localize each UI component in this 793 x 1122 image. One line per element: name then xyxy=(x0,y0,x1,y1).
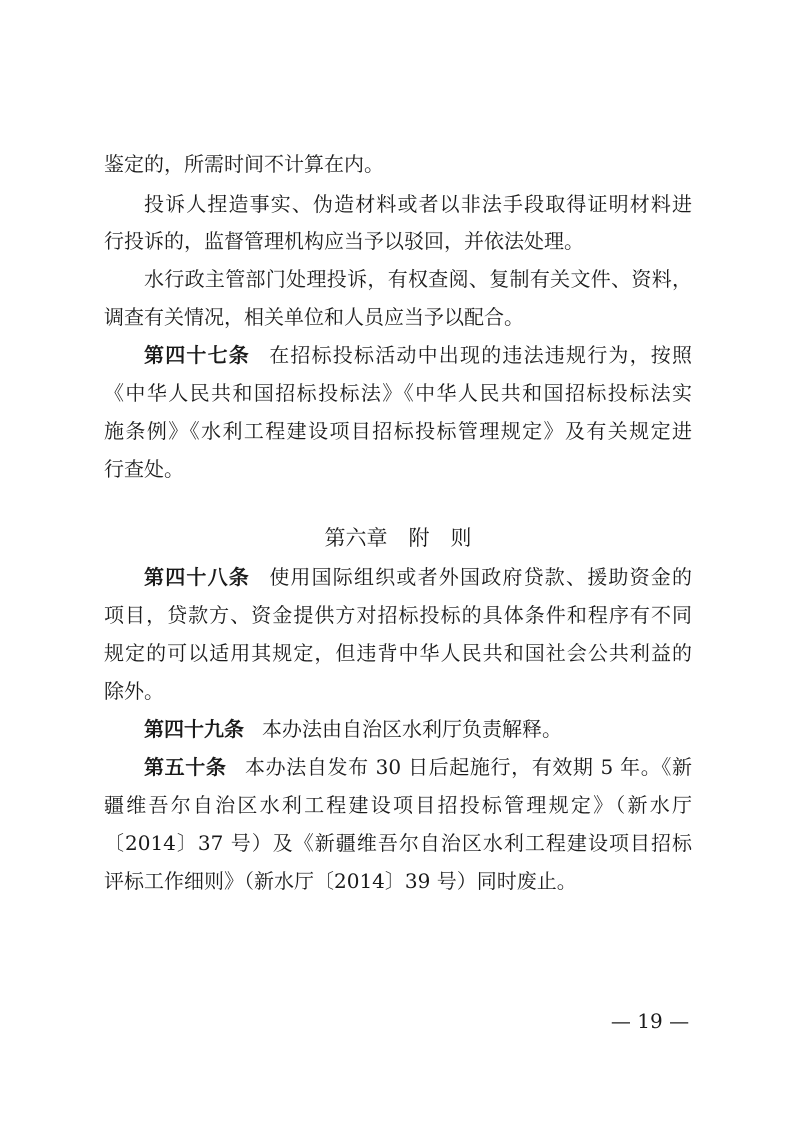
paragraph-line: 疆维吾尔自治区水利工程建设项目招投标管理规定》（新水厅 xyxy=(104,793,692,817)
paragraph-line: 〔2014〕37 号）及《新疆维吾尔自治区水利工程建设项目招标 xyxy=(104,831,692,855)
article-50-line xyxy=(144,750,692,784)
article-49-line xyxy=(144,712,692,746)
article-label: 第四十九条 xyxy=(144,717,244,741)
article-text: 在招标投标活动中出现的违法违规行为，按照 xyxy=(268,343,692,367)
paragraph-line: 规定的可以适用其规定，但违背中华人民共和国社会公共利益的 xyxy=(104,641,692,665)
article-47-line xyxy=(144,338,692,372)
paragraph-line: 行投诉的，监督管理机构应当予以驳回，并依法处理。 xyxy=(104,229,584,253)
paragraph-line: 水行政主管部门处理投诉，有权查阅、复制有关文件、资料， xyxy=(144,267,692,291)
article-label: 第四十八条 xyxy=(144,565,250,589)
article-48-line xyxy=(144,560,692,594)
article-text: 本办法自发布 30 日后起施行，有效期 5 年。《新 xyxy=(244,755,693,779)
paragraph-line: 《中华人民共和国招标投标法》《中华人民共和国招标投标法实 xyxy=(104,381,692,405)
paragraph-line: 评标工作细则》（新水厅〔2014〕39 号）同时废止。 xyxy=(104,869,577,893)
chapter-heading: 第六章 附 则 xyxy=(324,526,472,550)
paragraph-line: 项目，贷款方、资金提供方对招标投标的具体条件和程序有不同 xyxy=(104,603,692,627)
page-number: — 19 — xyxy=(610,1009,690,1033)
paragraph-line: 鉴定的，所需时间不计算在内。 xyxy=(104,152,384,176)
paragraph-line: 行查处。 xyxy=(104,457,184,481)
article-label: 第四十七条 xyxy=(144,343,250,367)
article-text: 使用国际组织或者外国政府贷款、援助资金的 xyxy=(268,565,692,589)
paragraph-line: 调查有关情况，相关单位和人员应当予以配合。 xyxy=(104,305,524,329)
paragraph-line: 除外。 xyxy=(104,679,164,703)
article-label: 第五十条 xyxy=(144,755,227,779)
article-text: 本办法由自治区水利厅负责解释。 xyxy=(262,717,562,741)
paragraph-line: 施条例》《水利工程建设项目招标投标管理规定》及有关规定进 xyxy=(104,419,692,443)
paragraph-line: 投诉人捏造事实、伪造材料或者以非法手段取得证明材料进 xyxy=(144,192,692,216)
